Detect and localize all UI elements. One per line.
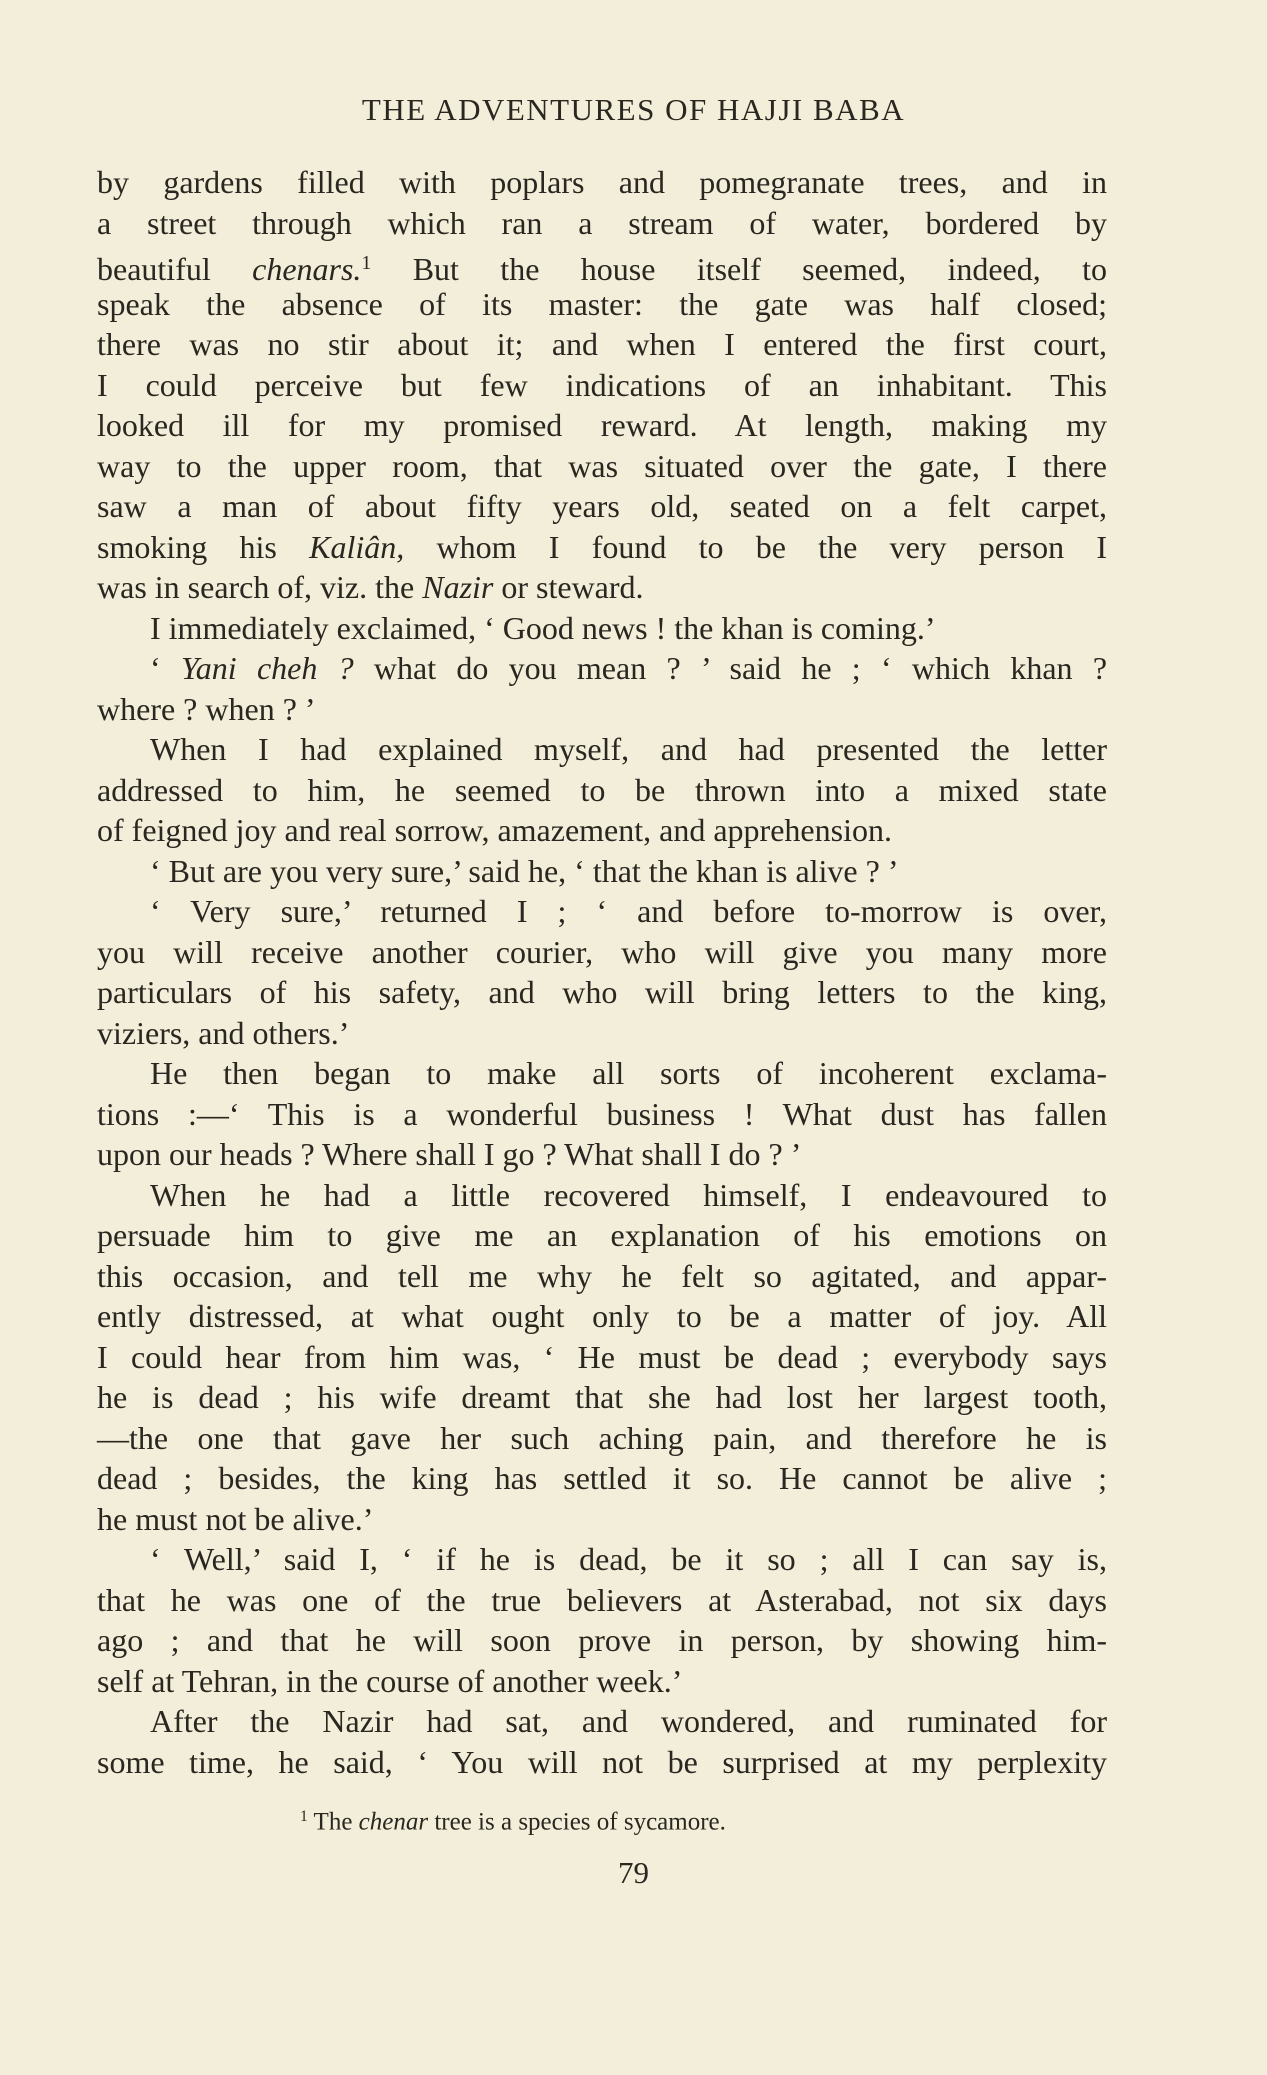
text-line — [97, 810, 1107, 851]
text-line — [97, 1013, 1107, 1054]
text-line — [97, 405, 1107, 446]
line-text: where ? when ? ’ — [97, 690, 316, 727]
line-text: After the Nazir had sat, and wondered, and ruminated for — [150, 1703, 1107, 1739]
text-line — [97, 689, 1107, 730]
line-text: persuade him to give me an explanation of his emotions on — [97, 1217, 1107, 1253]
footnote-text-before: The — [307, 1808, 359, 1836]
text-line — [97, 608, 1107, 649]
line-text: ‘ — [150, 650, 181, 686]
body-text — [97, 162, 1107, 1782]
text-line — [97, 1377, 1107, 1418]
line-text: some time, he said, ‘ You will not be surprised at my perplexity — [97, 1743, 1107, 1780]
text-line — [97, 1458, 1107, 1499]
text-line — [97, 527, 1107, 568]
text-line — [97, 203, 1107, 244]
text-line — [97, 729, 1107, 770]
text-line — [97, 284, 1107, 325]
line-text: looked ill for my promised reward. At length, making my — [97, 407, 1107, 443]
line-text: by gardens filled with poplars and pomegranate trees, and in — [97, 164, 1107, 200]
line-text: he is dead ; his wife dreamt that she had lost her largest tooth, — [97, 1379, 1107, 1415]
footnote-italic: chenar — [358, 1808, 429, 1836]
text-line — [97, 1053, 1107, 1094]
line-text: ago ; and that he will soon prove in person, by showing him- — [97, 1622, 1107, 1658]
text-line — [97, 1134, 1107, 1175]
text-line — [97, 1337, 1107, 1378]
line-text: saw a man of about fifty years old, seated on a felt carpet, — [97, 488, 1107, 524]
line-text: ‘ But are you very sure,’ said he, ‘ that the khan is alive ? ’ — [150, 852, 899, 889]
text-line — [97, 972, 1107, 1013]
text-line — [97, 567, 1107, 608]
text-line — [97, 1661, 1107, 1702]
line-text: viziers, and others.’ — [97, 1014, 350, 1051]
footnote — [300, 1808, 726, 1837]
text-line — [97, 1418, 1107, 1459]
text-line — [97, 1256, 1107, 1297]
text-line — [97, 1620, 1107, 1661]
line-text: I could hear from him was, ‘ He must be dead ; everybody says — [97, 1338, 1107, 1375]
text-line — [97, 1499, 1107, 1540]
line-text: When he had a little recovered himself, I endeavoured to — [150, 1176, 1107, 1213]
line-text: dead ; besides, the king has settled it so. He cannot be alive ; — [97, 1460, 1107, 1496]
italic-term: Kaliân, — [309, 528, 405, 565]
line-text: there was no stir about it; and when I entered the first court, — [97, 326, 1107, 362]
text-line — [97, 1215, 1107, 1256]
text-line — [97, 486, 1107, 527]
text-line — [97, 851, 1107, 892]
text-line — [97, 446, 1107, 487]
text-line — [97, 1175, 1107, 1216]
text-line — [97, 1580, 1107, 1621]
line-text: or steward. — [493, 569, 644, 605]
footnote-mark: 1 — [300, 1808, 308, 1825]
line-text: I immediately exclaimed, ‘ Good news ! the khan is coming.’ — [150, 609, 936, 646]
line-text: He then began to make all sorts of incoherent exclama- — [150, 1055, 1107, 1091]
text-line — [97, 770, 1107, 811]
text-line — [97, 891, 1107, 932]
line-text: self at Tehran, in the course of another week.’ — [97, 1662, 683, 1699]
text-line — [97, 324, 1107, 365]
line-text: way to the upper room, that was situated over the gate, I there — [97, 447, 1107, 484]
line-text: particulars of his safety, and who will bring letters to the king, — [97, 974, 1107, 1010]
text-line — [97, 932, 1107, 973]
line-text: tions :—‘ This is a wonderful business ! What dust has fallen — [97, 1095, 1107, 1132]
line-text: beautiful — [97, 250, 253, 287]
text-line — [97, 365, 1107, 406]
line-text: upon our heads ? Where shall I go ? What shall I do ? ’ — [97, 1136, 802, 1172]
line-text: speak the absence of its master: the gate was half closed; — [97, 285, 1107, 322]
line-text: ‘ Well,’ said I, ‘ if he is dead, be it so ; all I can say is, — [150, 1541, 1107, 1577]
line-text: that he was one of the true believers at Asterabad, not six days — [97, 1581, 1107, 1618]
line-text: was in search of, viz. the — [97, 569, 423, 605]
line-text: But the house itself seemed, indeed, to — [371, 250, 1108, 287]
text-line — [97, 1742, 1107, 1783]
text-line — [97, 1539, 1107, 1580]
line-text: a street through which ran a stream of water, bordered by — [97, 204, 1107, 241]
line-text: When I had explained myself, and had presented the letter — [150, 731, 1107, 767]
italic-term: Nazir — [422, 569, 494, 605]
line-text: whom I found to be the very person I — [404, 528, 1108, 565]
line-text: ently distressed, at what ought only to be a matter of joy. All — [97, 1298, 1107, 1334]
line-text: ‘ Very sure,’ returned I ; ‘ and before to-morrow is over, — [150, 893, 1107, 929]
line-text: you will receive another courier, who will give you many more — [97, 933, 1107, 970]
italic-term: chenars. — [252, 250, 362, 287]
page-number: 79 — [618, 1855, 649, 1890]
line-text: of feigned joy and real sorrow, amazement, and apprehension. — [97, 812, 892, 848]
text-line — [97, 162, 1107, 203]
line-text: what do you mean ? ’ said he ; ‘ which khan ? — [353, 650, 1108, 686]
footnote-text-after: tree is a species of sycamore. — [428, 1808, 726, 1836]
text-line — [97, 1094, 1107, 1135]
running-head: THE ADVENTURES OF HAJJI BABA — [361, 92, 906, 127]
footnote-reference: 1 — [361, 252, 372, 274]
text-line — [97, 648, 1107, 689]
line-text: I could perceive but few indications of an inhabitant. This — [97, 366, 1107, 403]
line-text: —the one that gave her such aching pain, and therefore he is — [97, 1419, 1107, 1456]
text-line — [97, 1296, 1107, 1337]
line-text: this occasion, and tell me why he felt so agitated, and appar- — [97, 1257, 1107, 1294]
text-line — [97, 243, 1108, 287]
text-line — [97, 1701, 1107, 1742]
line-text: he must not be alive.’ — [97, 1500, 374, 1537]
italic-term: Yani cheh ? — [180, 650, 354, 686]
line-text: smoking his — [97, 528, 310, 565]
line-text: addressed to him, he seemed to be thrown into a mixed state — [97, 771, 1107, 808]
